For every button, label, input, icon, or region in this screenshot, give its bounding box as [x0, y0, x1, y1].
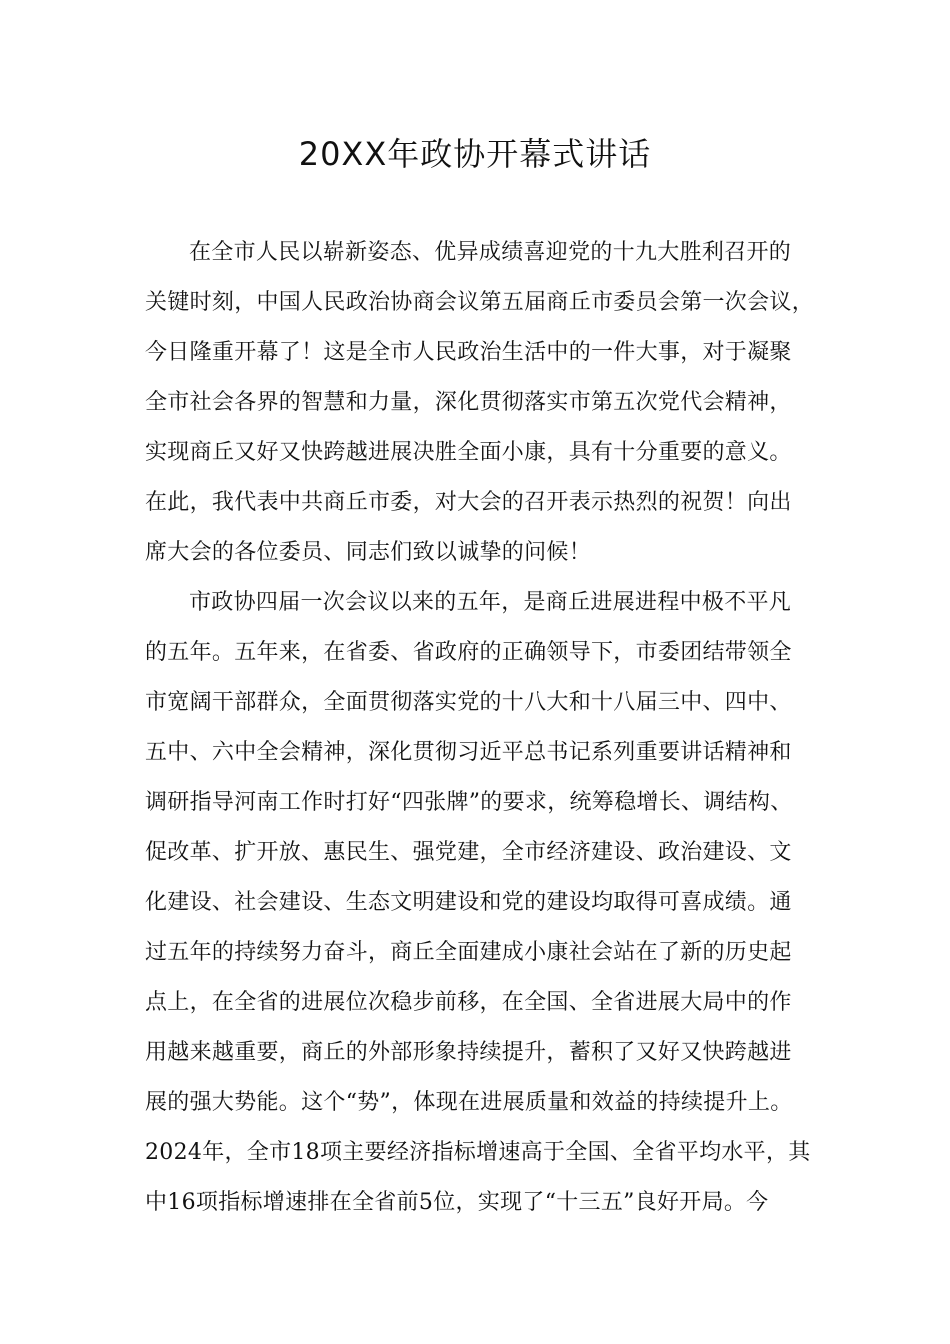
- text-line: 今日隆重开幕了！这是全市人民政治生活中的一件大事，对于凝聚: [145, 340, 792, 365]
- text-line: 展的强大势能。这个“势”，体现在进展质量和效益的持续提升上。: [145, 1090, 793, 1115]
- document-title: 20XX年政协开幕式讲话: [298, 135, 652, 173]
- text-line: 过五年的持续努力奋斗，商丘全面建成小康社会站在了新的历史起: [145, 940, 792, 965]
- text-line: 促改革、扩开放、惠民生、强党建，全市经济建设、政治建设、文: [145, 840, 792, 865]
- text-line: 关键时刻，中国人民政治协商会议第五届商丘市委员会第一次会议，: [145, 290, 815, 315]
- text-line: 用越来越重要，商丘的外部形象持续提升，蓄积了又好又快跨越进: [145, 1040, 792, 1065]
- text-line: 中16项指标增速排在全省前5位，实现了“十三五”良好开局。今: [145, 1190, 769, 1215]
- text-line: 调研指导河南工作时打好“四张牌”的要求，统筹稳增长、调结构、: [145, 790, 793, 815]
- text-line: 的五年。五年来，在省委、省政府的正确领导下，市委团结带领全: [145, 640, 792, 665]
- text-line: 全市社会各界的智慧和力量，深化贯彻落实市第五次党代会精神，: [145, 390, 792, 415]
- text-line: 点上，在全省的进展位次稳步前移，在全国、全省进展大局中的作: [145, 990, 792, 1015]
- text-line: 化建设、社会建设、生态文明建设和党的建设均取得可喜成绩。通: [145, 890, 792, 915]
- text-line: 2024年，全市18项主要经济指标增速高于全国、全省平均水平，其: [145, 1140, 811, 1165]
- text-line: 在全市人民以崭新姿态、优异成绩喜迎党的十九大胜利召开的: [189, 240, 792, 265]
- text-line: 席大会的各位委员、同志们致以诚挚的问候！: [145, 540, 592, 565]
- text-line: 市宽阔干部群众，全面贯彻落实党的十八大和十八届三中、四中、: [145, 690, 792, 715]
- text-line: 在此，我代表中共商丘市委，对大会的召开表示热烈的祝贺！向出: [145, 490, 792, 515]
- document-body: [145, 228, 825, 1228]
- text-line: 市政协四届一次会议以来的五年，是商丘进展进程中极不平凡: [189, 590, 792, 615]
- text-line: 五中、六中全会精神，深化贯彻习近平总书记系列重要讲话精神和: [145, 740, 792, 765]
- text-line: 实现商丘又好又快跨越进展决胜全面小康，具有十分重要的意义。: [145, 440, 792, 465]
